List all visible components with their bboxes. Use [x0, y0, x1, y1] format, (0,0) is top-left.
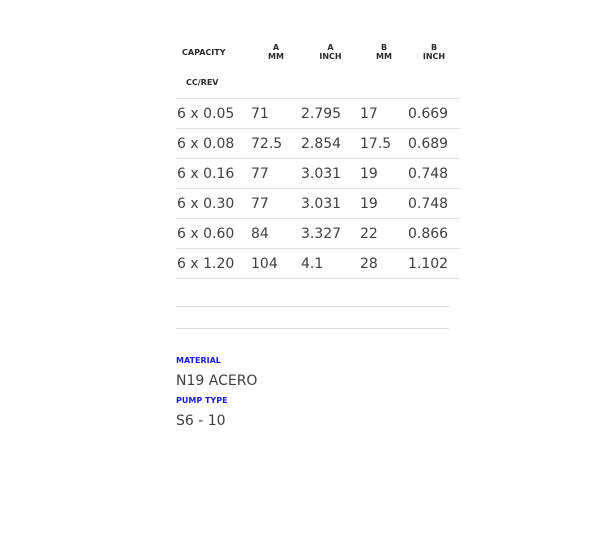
- header-empty: [251, 78, 301, 99]
- cell-a-inch: 3.327: [301, 219, 360, 249]
- cell-a-mm: 77: [251, 189, 301, 219]
- cell-a-mm: 104: [251, 249, 301, 279]
- cell-capacity: 6 x 0.05: [176, 99, 251, 129]
- header-capacity: CAPACITY: [182, 48, 226, 57]
- divider: [176, 306, 449, 307]
- spec-table: [176, 40, 460, 279]
- material-label: MATERIAL: [176, 356, 221, 365]
- header-b-inch: [408, 40, 460, 78]
- cell-b-mm: 17: [360, 99, 408, 129]
- table-row: [176, 159, 460, 189]
- cell-b-inch: 0.866: [408, 219, 460, 249]
- header-a-inch: [301, 40, 360, 78]
- cell-b-mm: 19: [360, 189, 408, 219]
- pump-type-value: S6 - 10: [176, 413, 226, 429]
- cell-a-inch: 4.1: [301, 249, 360, 279]
- header-text: A MM: [268, 43, 284, 61]
- pump-type-label: PUMP TYPE: [176, 396, 228, 405]
- table-subheader-row: [176, 78, 460, 99]
- cell-b-inch: 0.748: [408, 159, 460, 189]
- header-empty: [301, 78, 360, 99]
- header-b-mm: [360, 40, 408, 78]
- cell-capacity: 6 x 0.60: [176, 219, 251, 249]
- header-a-mm: [251, 40, 301, 78]
- table-row: [176, 99, 460, 129]
- header-text: B MM: [376, 43, 392, 61]
- table-row: [176, 249, 460, 279]
- header-text: A INCH: [319, 43, 342, 61]
- cell-a-mm: 71: [251, 99, 301, 129]
- cell-b-inch: 0.689: [408, 129, 460, 159]
- cell-b-mm: 19: [360, 159, 408, 189]
- header-text: B INCH: [422, 43, 446, 61]
- cell-b-inch: 0.748: [408, 189, 460, 219]
- cell-a-inch: 2.854: [301, 129, 360, 159]
- cell-capacity: 6 x 0.16: [176, 159, 251, 189]
- cell-a-mm: 72.5: [251, 129, 301, 159]
- cell-capacity: 6 x 0.08: [176, 129, 251, 159]
- table-header-row: [176, 40, 460, 78]
- cell-b-inch: 1.102: [408, 249, 460, 279]
- table-row: [176, 219, 460, 249]
- cell-a-mm: 77: [251, 159, 301, 189]
- header-empty: [408, 78, 460, 99]
- header-empty: [360, 78, 408, 99]
- cell-b-mm: 28: [360, 249, 408, 279]
- material-value: N19 ACERO: [176, 373, 258, 389]
- table-row: [176, 129, 460, 159]
- cell-a-inch: 3.031: [301, 159, 360, 189]
- cell-b-mm: 22: [360, 219, 408, 249]
- table-row: [176, 189, 460, 219]
- cell-a-inch: 2.795: [301, 99, 360, 129]
- divider: [176, 328, 449, 329]
- header-cc-rev: CC/REV: [176, 78, 251, 99]
- cell-capacity: 6 x 0.30: [176, 189, 251, 219]
- cell-capacity: 6 x 1.20: [176, 249, 251, 279]
- cell-a-inch: 3.031: [301, 189, 360, 219]
- cell-a-mm: 84: [251, 219, 301, 249]
- cell-b-inch: 0.669: [408, 99, 460, 129]
- cell-b-mm: 17.5: [360, 129, 408, 159]
